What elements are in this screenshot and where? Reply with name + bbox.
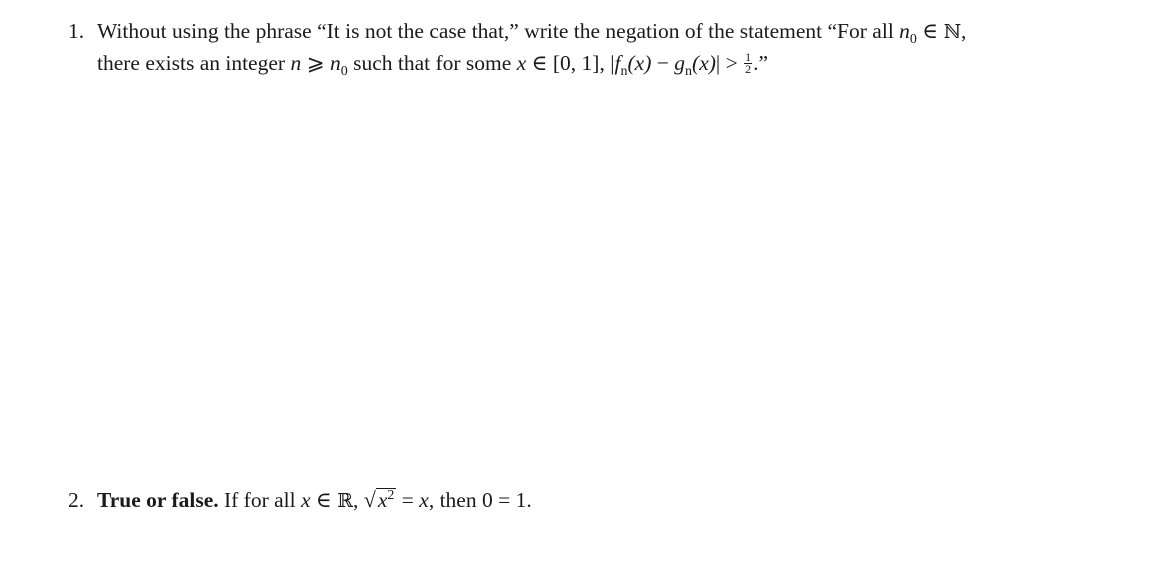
- math-variable: n: [899, 19, 910, 43]
- radical-symbol: √: [363, 487, 376, 512]
- problem-text-line2: [68, 49, 966, 81]
- math-operator: −: [651, 51, 675, 75]
- math-exponent: 2: [387, 488, 395, 503]
- problem-1: [68, 17, 966, 81]
- problem-2: [68, 486, 532, 515]
- math-operator: ∈: [310, 488, 338, 512]
- math-subscript: 0: [340, 64, 348, 79]
- math-set-symbol: ℝ: [337, 490, 354, 512]
- math-sqrt: [364, 486, 397, 515]
- math-set-symbol: ℕ: [943, 21, 961, 43]
- text-segment: ,: [960, 19, 967, 43]
- text-segment: there exists an integer: [97, 51, 291, 75]
- text-segment: ,: [353, 488, 364, 512]
- problem-number: 1.: [68, 19, 85, 43]
- math-argument: (x): [627, 51, 652, 75]
- radicand: [376, 488, 397, 515]
- math-function: f: [614, 51, 621, 75]
- math-subscript: n: [685, 64, 693, 79]
- math-variable: n: [329, 51, 341, 75]
- math-subscript: n: [620, 64, 628, 79]
- math-function: g: [674, 51, 686, 75]
- math-variable: x: [419, 488, 429, 512]
- math-variable: n: [290, 51, 302, 75]
- fraction-denominator: 2: [745, 61, 752, 76]
- math-operator: ⩾: [301, 51, 330, 75]
- text-segment: If for all: [218, 488, 301, 512]
- math-operator: ∈: [916, 19, 944, 43]
- math-variable: x: [377, 488, 388, 512]
- math-operator: | >: [715, 51, 744, 75]
- text-segment: such that for some: [347, 51, 517, 75]
- math-variable: x: [301, 488, 311, 512]
- math-variable: x: [516, 51, 527, 75]
- fraction-numerator: 1: [745, 49, 752, 64]
- text-segment: Without using the phrase “It is not the case that,” write the negation of the statement “For all: [97, 19, 900, 43]
- problem-text-line1: [97, 19, 967, 47]
- math-fraction: [744, 49, 752, 76]
- math-expression: ∈ [0, 1], |: [526, 51, 615, 75]
- problem-number: 2.: [68, 488, 85, 512]
- math-subscript: 0: [909, 32, 917, 47]
- problem-lead-bold: True or false.: [97, 488, 219, 512]
- text-segment: , then 0 = 1.: [428, 488, 532, 512]
- text-segment: .”: [753, 51, 769, 75]
- math-operator: =: [396, 488, 420, 512]
- math-argument: (x): [692, 51, 716, 75]
